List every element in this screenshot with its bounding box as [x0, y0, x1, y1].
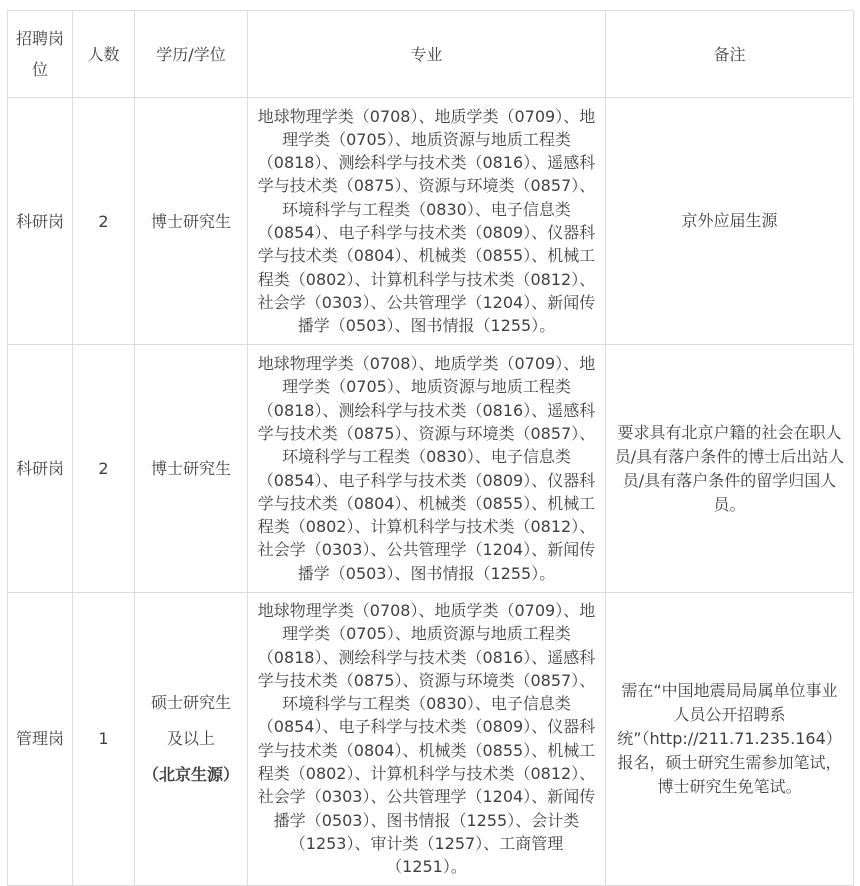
cell-position: 科研岗: [8, 98, 73, 345]
cell-major: 地球物理学类（0708）、地质学类（0709）、地理学类（0705）、地质资源与地质工程类（0818）、测绘科学与技术类（0816）、遥感科学与技术类（0875）、资源与环境类（0857）、环境科学与工程类（0830）、电子信息类（0854）、电子科学与技术类（0809）、仪器科学与技术类（0804）、机械类（0855）、机械工程类（0802）、计算机科学与技术类（0812）、社会学（0303）、公共管理学（1204）、新闻传播学（0503）、图书情报（1255）、会计类（1253）、审计类（1257）、工商管理（1251）。: [248, 593, 606, 886]
table-row: [8, 593, 854, 886]
cell-major: 地球物理学类（0708）、地质学类（0709）、地理学类（0705）、地质资源与地质工程类（0818）、测绘科学与技术类（0816）、遥感科学与技术类（0875）、资源与环境类（0857）、环境科学与工程类（0830）、电子信息类（0854）、电子科学与技术类（0809）、仪器科学与技术类（0804）、机械类（0855）、机械工程类（0802）、计算机科学与技术类（0812）、社会学（0303）、公共管理学（1204）、新闻传播学（0503）、图书情报（1255）。: [248, 345, 606, 593]
cell-remark: 需在“中国地震局局属单位事业人员公开招聘系统”（http://211.71.235.164）报名，硕士研究生需参加笔试，博士研究生免笔试。: [606, 593, 854, 886]
education-line: 博士研究生: [150, 211, 231, 231]
recruitment-table: [7, 10, 854, 886]
header-position: 招聘岗位: [8, 11, 73, 98]
education-line-beijing-source: （北京生源）: [143, 765, 240, 785]
header-remark: 备注: [606, 11, 854, 98]
cell-position: 管理岗: [8, 593, 73, 886]
education-line: 博士研究生: [150, 459, 231, 478]
education-line: 硕士研究生: [150, 693, 231, 713]
cell-count: 2: [73, 345, 135, 593]
header-count: 人数: [73, 11, 135, 98]
table-row: [8, 345, 854, 593]
cell-major: 地球物理学类（0708）、地质学类（0709）、地理学类（0705）、地质资源与地质工程类（0818）、测绘科学与技术类（0816）、遥感科学与技术类（0875）、资源与环境类（0857）、环境科学与工程类（0830）、电子信息类（0854）、电子科学与技术类（0809）、仪器科学与技术类（0804）、机械类（0855）、机械工程类（0802）、计算机科学与技术类（0812）、社会学（0303）、公共管理学（1204）、新闻传播学（0503）、图书情报（1255）。: [248, 98, 606, 345]
table-row: [8, 98, 854, 345]
cell-count: 1: [73, 593, 135, 886]
cell-education: [135, 593, 248, 886]
cell-remark: 京外应届生源: [606, 98, 854, 345]
cell-education: [135, 98, 248, 345]
header-education: 学历/学位: [135, 11, 248, 98]
cell-remark: 要求具有北京户籍的社会在职人员/具有落户条件的博士后出站人员/具有落户条件的留学归国人员。: [606, 345, 854, 593]
cell-position: 科研岗: [8, 345, 73, 593]
header-major: 专业: [248, 11, 606, 98]
table-header-row: [8, 11, 854, 98]
cell-count: 2: [73, 98, 135, 345]
cell-education: [135, 345, 248, 593]
education-line: 及以上: [166, 729, 215, 749]
